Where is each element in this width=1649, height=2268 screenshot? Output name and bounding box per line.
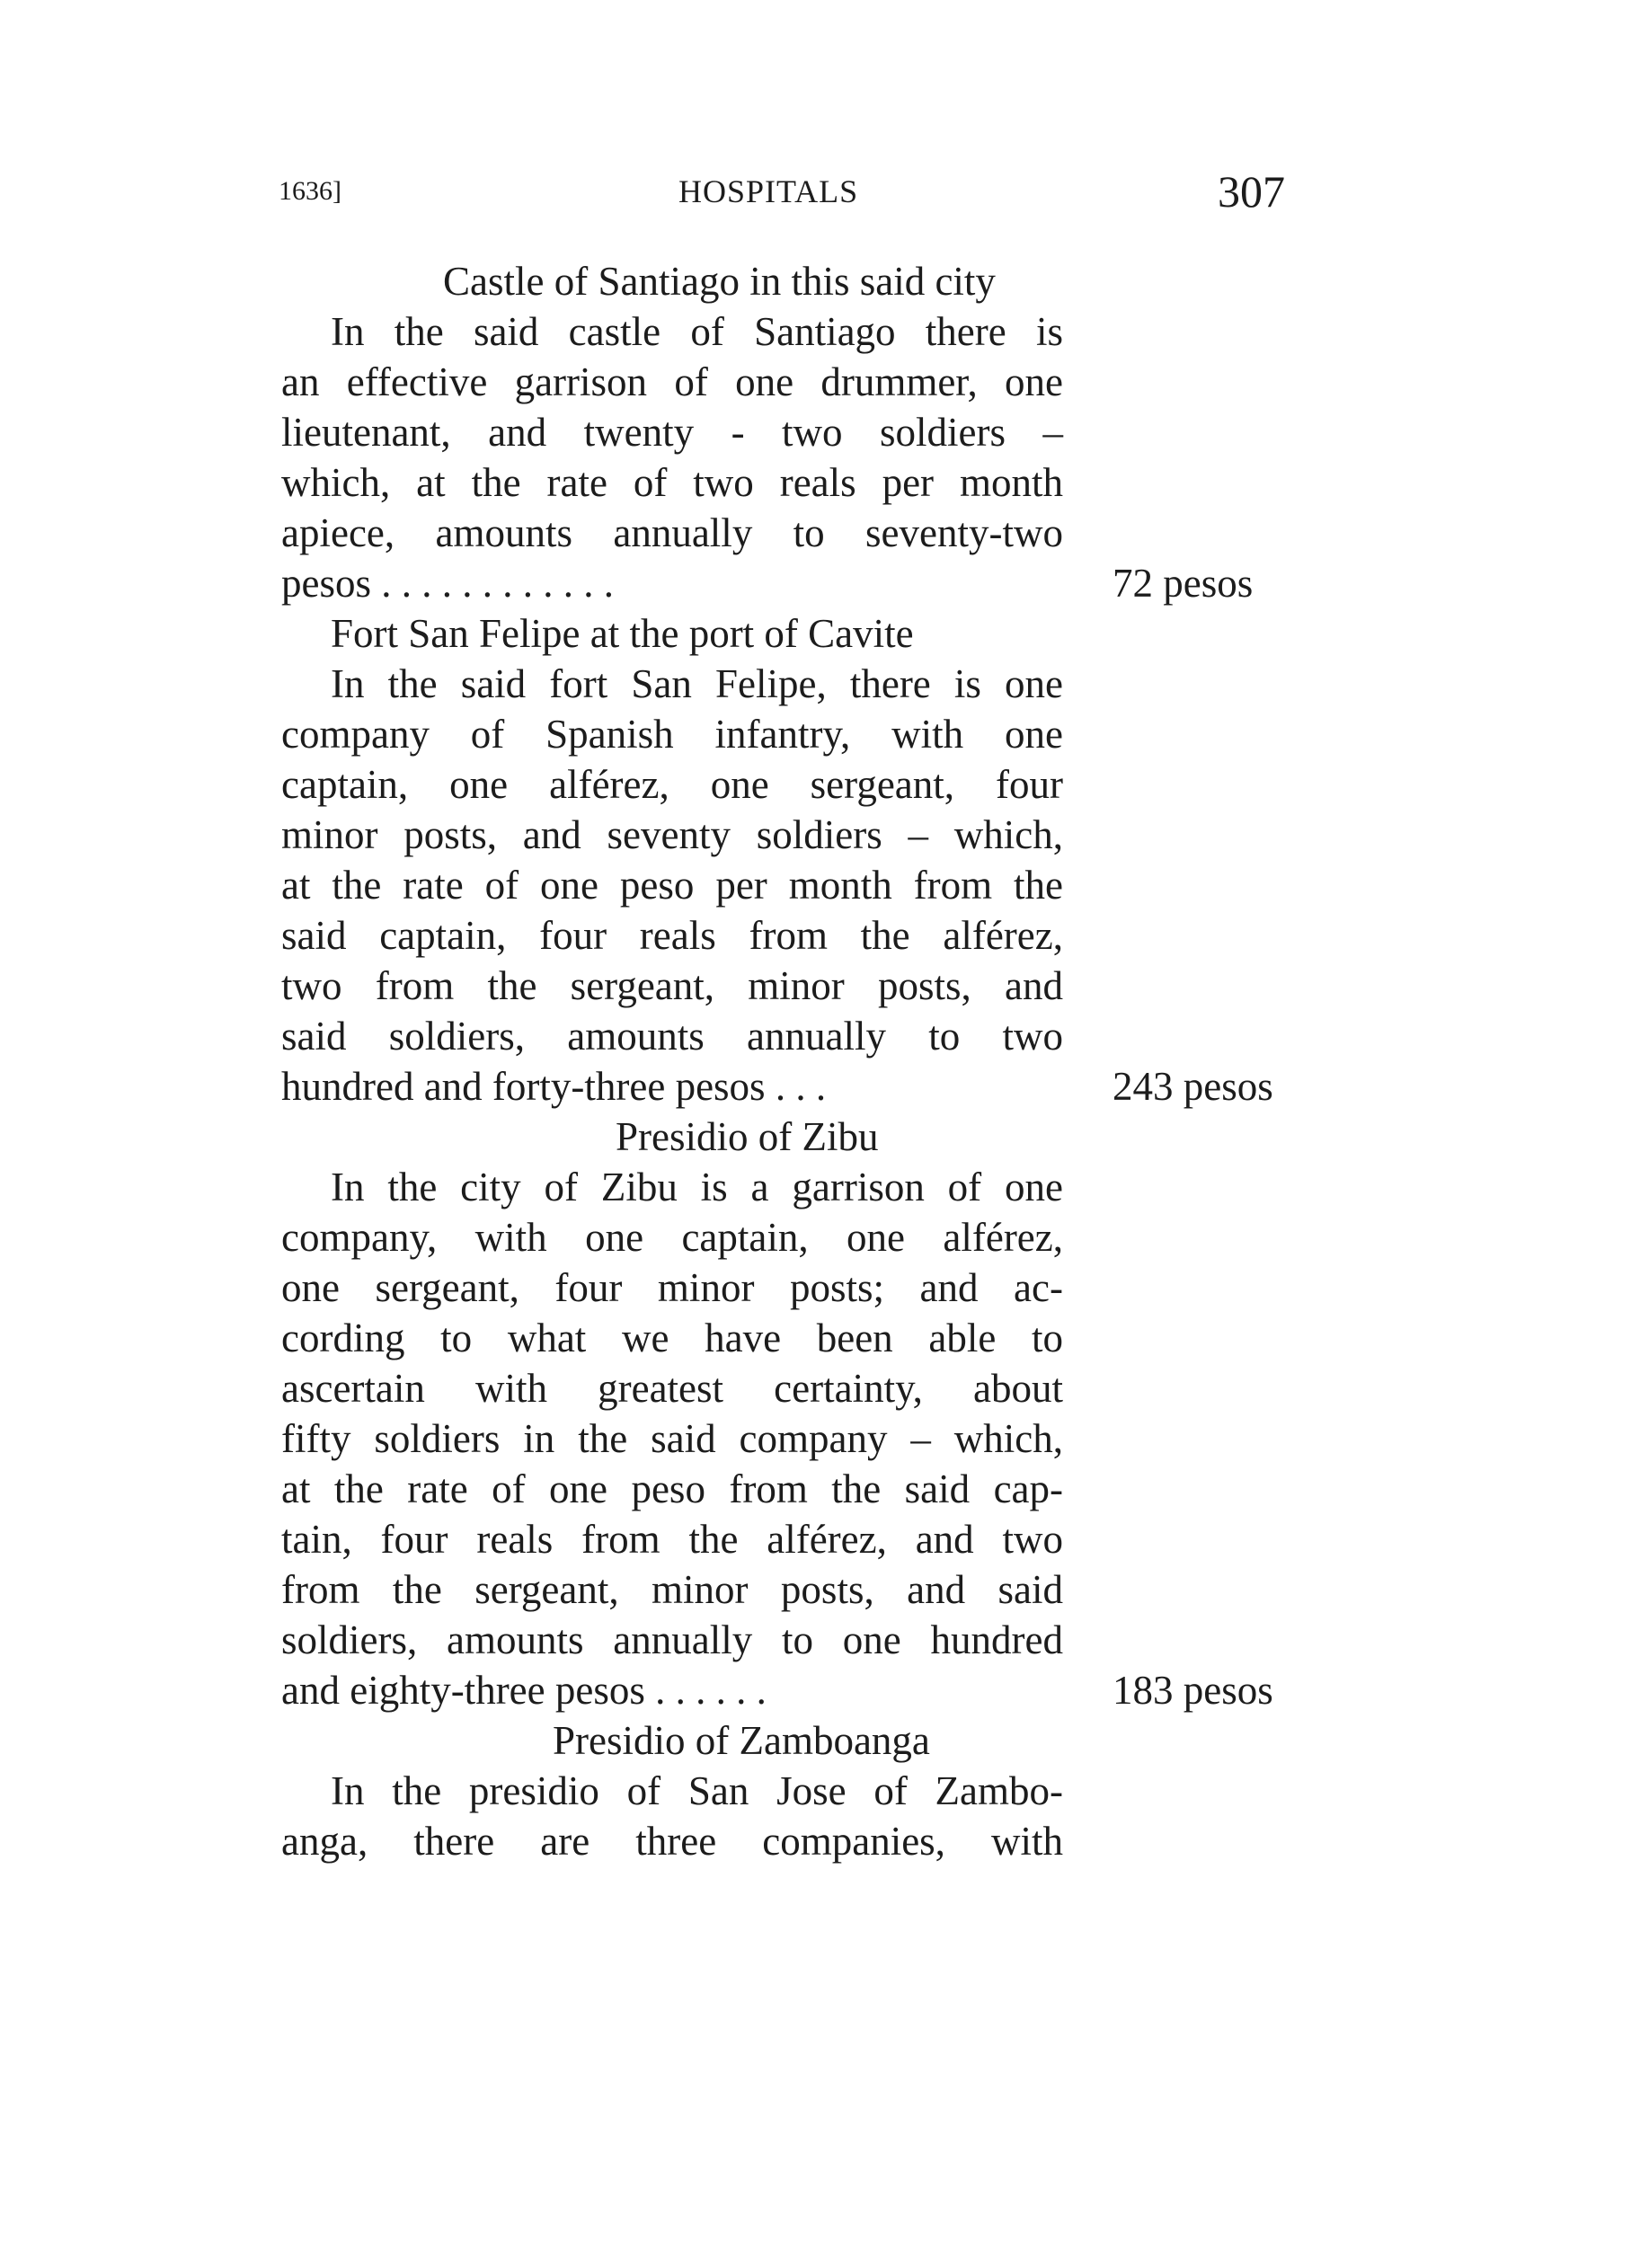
text-line: an effective garrison of one drummer, one <box>281 359 1063 404</box>
total-line <box>281 1665 1273 1715</box>
text-line: captain, one alférez, one sergeant, four <box>281 762 1063 807</box>
text-line: In the presidio of San Jose of Zambo- <box>331 1768 1063 1813</box>
section-heading: Presidio of Zamboanga <box>553 1718 930 1763</box>
text-line: one sergeant, four minor posts; and ac- <box>281 1265 1063 1310</box>
text-line: at the rate of one peso per month from the <box>281 863 1063 908</box>
text-line: In the city of Zibu is a garrison of one <box>331 1165 1063 1209</box>
text-line: company of Spanish infantry, with one <box>281 712 1063 757</box>
total-line <box>281 1061 1273 1112</box>
section-heading: Castle of Santiago in this said city <box>443 259 996 304</box>
text-line: tain, four reals from the alférez, and two <box>281 1517 1063 1562</box>
page-body <box>281 256 1273 1866</box>
total-text: hundred and forty-three pesos . . . <box>281 1064 827 1109</box>
running-head-year: 1636] <box>279 176 341 206</box>
text-line: from the sergeant, minor posts, and said <box>281 1567 1063 1612</box>
amount: 72 pesos <box>1113 561 1254 606</box>
running-head-title: HOSPITALS <box>678 173 859 209</box>
page-number: 307 <box>1218 166 1285 217</box>
text-line: fifty soldiers in the said company – which, <box>281 1416 1063 1461</box>
text-line: minor posts, and seventy soldiers – which, <box>281 812 1063 857</box>
text-line: anga, there are three companies, with <box>281 1819 1063 1864</box>
text-line: company, with one captain, one alférez, <box>281 1215 1063 1260</box>
section-heading: Presidio of Zibu <box>616 1114 879 1159</box>
text-line: which, at the rate of two reals per month <box>281 460 1063 505</box>
text-line: soldiers, amounts annually to one hundred <box>281 1617 1063 1662</box>
text-line: lieutenant, and twenty - two soldiers – <box>281 410 1063 455</box>
text-line: two from the sergeant, minor posts, and <box>281 963 1063 1008</box>
amount: 243 pesos <box>1113 1064 1273 1109</box>
total-text: pesos . . . . . . . . . . . . <box>281 561 614 606</box>
text-line: cording to what we have been able to <box>281 1316 1063 1360</box>
text-line: In the said fort San Felipe, there is one <box>331 661 1063 706</box>
total-text: and eighty-three pesos . . . . . . <box>281 1668 767 1713</box>
text-line: ascertain with greatest certainty, about <box>281 1366 1063 1411</box>
text-line: apiece, amounts annually to seventy-two <box>281 510 1063 555</box>
text-line: said soldiers, amounts annually to two <box>281 1014 1063 1059</box>
amount: 183 pesos <box>1113 1668 1273 1713</box>
section-heading: Fort San Felipe at the port of Cavite <box>331 611 914 656</box>
text-line: at the rate of one peso from the said cap- <box>281 1466 1063 1511</box>
text-line: said captain, four reals from the alférez, <box>281 913 1063 958</box>
total-line <box>281 558 1254 608</box>
text-line: In the said castle of Santiago there is <box>331 309 1063 354</box>
